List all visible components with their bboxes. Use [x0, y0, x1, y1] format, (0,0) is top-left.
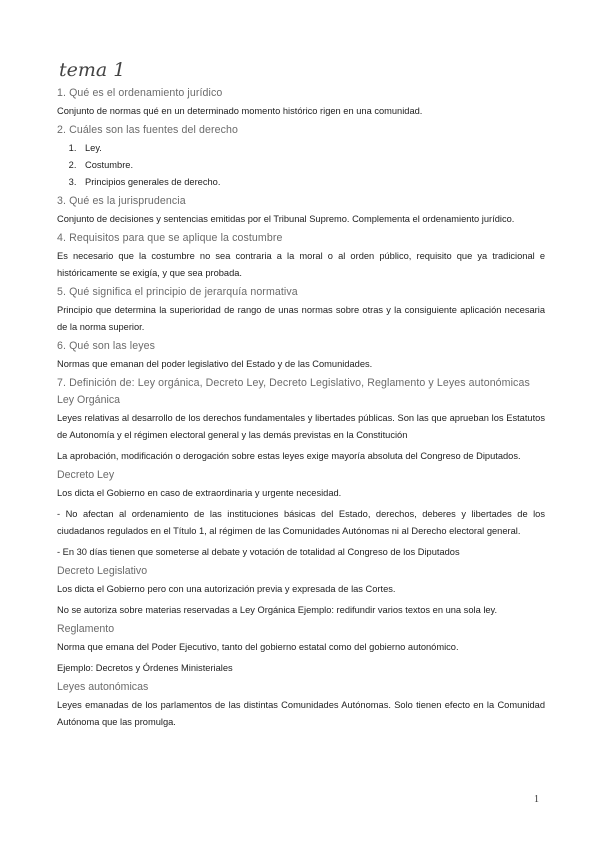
- ley-organica-title: Ley Orgánica: [57, 394, 121, 406]
- decreto-ley-text-3: - En 30 días tienen que someterse al debate y votación de totalidad al Congreso de los Diputados: [57, 547, 460, 557]
- leyes-autonomicas-title: Leyes autonómicas: [57, 681, 149, 693]
- ley-organica-text-1: Leyes relativas al desarrollo de los derechos fundamentales y libertades públicas. Son las que aprueban los Estatutos de Autonomía y el régimen electoral general y las demás previstas en la Constitución: [57, 413, 545, 440]
- question-2-heading: 2. Cuáles son las fuentes del derecho: [57, 124, 238, 136]
- reglamento-title: Reglamento: [57, 623, 115, 635]
- sources-list: [57, 140, 545, 191]
- page-content: [57, 58, 545, 734]
- question-7-heading: 7. Definición de: Ley orgánica, Decreto Ley, Decreto Legislativo, Reglamento y Leyes autonómicas: [57, 377, 530, 389]
- question-6-answer: Normas que emanan del poder legislativo del Estado y de las Comunidades.: [57, 359, 373, 369]
- question-1-heading: 1. Qué es el ordenamiento jurídico: [57, 87, 223, 99]
- question-4-heading: 4. Requisitos para que se aplique la costumbre: [57, 232, 283, 244]
- leyes-autonomicas-text-1: Leyes emanadas de los parlamentos de las distintas Comunidades Autónomas. Solo tienen efecto en la Comunidad Autónoma que las promulga.: [57, 700, 545, 727]
- question-5-answer: Principio que determina la superioridad de rango de unas normas sobre otras y la consiguiente aplicación necesaria de la norma superior.: [57, 305, 545, 332]
- decreto-ley-text-1: Los dicta el Gobierno en caso de extraordinaria y urgente necesidad.: [57, 488, 342, 498]
- reglamento-text-1: Norma que emana del Poder Ejecutivo, tanto del gobierno estatal como del gobierno autonómico.: [57, 642, 459, 652]
- question-6-heading: 6. Qué son las leyes: [57, 340, 155, 352]
- page-number: 1: [534, 794, 539, 805]
- decreto-legislativo-title: Decreto Legislativo: [57, 565, 148, 577]
- question-3-answer: Conjunto de decisiones y sentencias emitidas por el Tribunal Supremo. Complementa el ordenamiento jurídico.: [57, 214, 515, 224]
- list-item: 2. Costumbre.: [79, 157, 545, 174]
- decreto-legislativo-text-1: Los dicta el Gobierno pero con una autorización previa y expresada de las Cortes.: [57, 584, 396, 594]
- question-5-heading: 5. Qué significa el principio de jerarquía normativa: [57, 286, 298, 298]
- decreto-ley-title: Decreto Ley: [57, 469, 115, 481]
- list-item: 1. Ley.: [79, 140, 545, 157]
- decreto-ley-text-2: - No afectan al ordenamiento de las instituciones básicas del Estado, derechos, deberes y libertades de los ciudadanos regulados en el Título 1, al régimen de las Comunidades Autónomas ni al Derecho electoral general.: [57, 509, 545, 536]
- decreto-legislativo-text-2: No se autoriza sobre materias reservadas a Ley Orgánica Ejemplo: redifundir varios textos en una sola ley.: [57, 605, 498, 615]
- question-1-answer: Conjunto de normas qué en un determinado momento histórico rigen en una comunidad.: [57, 106, 423, 116]
- list-item: 3. Principios generales de derecho.: [79, 174, 545, 191]
- ley-organica-text-2: La aprobación, modificación o derogación sobre estas leyes exige mayoría absoluta del Congreso de Diputados.: [57, 451, 521, 461]
- question-3-heading: 3. Qué es la jurisprudencia: [57, 195, 186, 207]
- question-4-answer: Es necesario que la costumbre no sea contraria a la moral o al orden público, requisito que ya tradicional e históricamente se exigía, y que sea probada.: [57, 251, 545, 278]
- reglamento-text-2: Ejemplo: Decretos y Órdenes Ministeriales: [57, 663, 233, 673]
- handwritten-title: tema 1: [59, 59, 126, 81]
